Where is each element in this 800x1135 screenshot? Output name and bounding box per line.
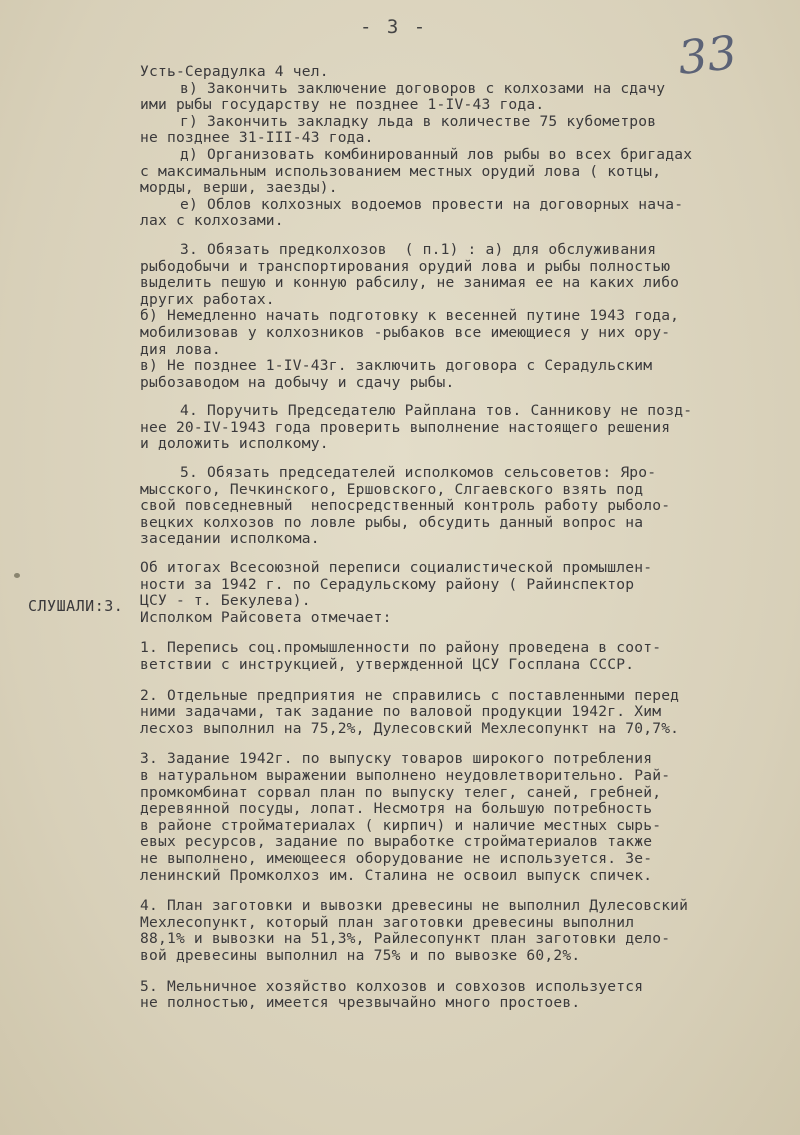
text-line: в натуральном выражении выполнено неудовлетворительно. Рай- [140, 766, 671, 784]
text-line: 5. Обязать председателей исполкомов сельсоветов: Яро- [180, 464, 657, 482]
text-line: в) Не позднее 1-IV-43г. заключить договора с Серадульским [140, 357, 653, 375]
paragraph [140, 898, 800, 964]
text-line: рыбодобычи и транспортирования орудий лова и рыбы полностью [140, 257, 671, 275]
text-line: с максимальным использованием местных орудий лова ( котцы, [140, 162, 662, 180]
handwritten-folio-number: 33 [675, 25, 740, 85]
text-line: других работах. [140, 290, 275, 308]
text-line: морды, верши, заезды). [140, 179, 338, 197]
text-line: промкомбинат сорвал план по выпуску телег, саней, гребней, [140, 783, 662, 801]
text-line: ими рыбы государству не позднее 1-IV-43 года. [140, 96, 545, 114]
text-line: г) Закончить закладку льда в количестве 75 кубометров [180, 112, 657, 130]
text-line: Усть-Серадулка 4 чел. [140, 63, 329, 80]
text-line: д) Организовать комбинированный лов рыбы во всех бригадах [180, 145, 693, 163]
text-line: ветствии с инструкцией, утвержденной ЦСУ Госплана СССР. [140, 656, 635, 673]
text-line: Об итогах Всесоюзной переписи социалистической промышлен- [140, 559, 653, 577]
text-line: не позднее 31-III-43 года. [140, 129, 374, 147]
text-line: заседании исполкома. [140, 530, 320, 548]
text-line: 5. Мельничное хозяйство колхозов и совхозов используется [140, 977, 644, 995]
text-line: 1. Перепись соц.промышленности по району проведена в соот- [140, 639, 662, 657]
text-line: дия лова. [140, 340, 221, 358]
paragraph [140, 640, 800, 673]
text-line: 88,1% и вывозки на 51,3%, Райлесопункт план заготовки дело- [140, 930, 671, 948]
paragraph [140, 751, 800, 884]
text-line: ними задачами, так задание по валовой продукции 1942г. Хим [140, 703, 662, 721]
text-line: ЦСУ - т. Бекулева). [140, 592, 311, 610]
text-line: свой повседневный непосредственный контроль работу рыболо- [140, 497, 671, 515]
text-line: вой древесины выполнил на 75% и по вывозке 60,2%. [140, 946, 581, 964]
text-line: 3. Обязать предколхозов ( п.1) : а) для обслуживания [180, 240, 657, 258]
text-line: б) Немедленно начать подготовку к весенней путине 1943 года, [140, 307, 680, 325]
text-line: евых ресурсов, задание по выработке стройматериалов также [140, 833, 653, 851]
text-line: в) Закончить заключение договоров с колхозами на сдачу [180, 79, 666, 97]
text-line: ленинский Промколхоз им. Сталина не освоил выпуск спичек. [140, 866, 653, 884]
text-line: мысского, Печкинского, Ершовского, Слгаевского взять под [140, 480, 644, 498]
text-line: выделить пешую и конную рабсилу, не занимая ее на каких либо [140, 274, 680, 292]
text-line: мобилизовав у колхозников -рыбаков все имеющиеся у них ору- [140, 323, 671, 341]
text-line: лесхоз выполнил на 75,2%, Дулесовский Мехлесопункт на 70,7%. [140, 719, 680, 737]
paragraph [140, 465, 800, 548]
text-line: в районе стройматериалах ( кирпич) и наличие местных сырь- [140, 816, 662, 834]
paragraph [140, 242, 800, 391]
resolution-points [140, 64, 800, 548]
text-line: 3. Задание 1942г. по выпуску товаров широкого потребления [140, 750, 653, 768]
text-line: не полностью, имеется чрезвычайно много простоев. [140, 994, 581, 1012]
punch-mark [14, 573, 20, 578]
paragraph [140, 560, 800, 626]
text-line: Мехлесопункт, который план заготовки древесины выполнил [140, 913, 635, 931]
text-line: деревянной посуды, лопат. Несмотря на большую потребность [140, 800, 653, 818]
text-line: лах с колхозами. [140, 212, 284, 230]
text-line: е) Облов колхозных водоемов провести на договорных нача- [180, 195, 684, 213]
paragraph [140, 688, 800, 738]
text-line: Исполком Райсовета отмечает: [140, 608, 392, 626]
text-line: вецких колхозов по ловле рыбы, обсудить данный вопрос на [140, 513, 644, 531]
text-line: рыбозаводом на добычу и сдачу рыбы. [140, 373, 455, 391]
text-line: ности за 1942 г. по Серадульскому району ( Райинспектор [140, 575, 635, 593]
text-line: 4. План заготовки и вывозки древесины не выполнил Дулесовский [140, 897, 689, 915]
paragraph [140, 64, 800, 230]
document-body [140, 64, 800, 1026]
census-report [140, 560, 800, 1012]
page-number: - 3 - [360, 16, 428, 38]
text-line: нее 20-IV-1943 года проверить выполнение настоящего решения [140, 418, 671, 436]
paragraph [140, 403, 800, 453]
text-line: 4. Поручить Председателю Райплана тов. Санникову не позд- [180, 402, 693, 420]
hear-label: СЛУШАЛИ:3. [28, 597, 124, 615]
text-line: и доложить исполкому. [140, 435, 329, 453]
text-line: 2. Отдельные предприятия не справились с поставленными перед [140, 686, 680, 704]
text-line: не выполнено, имеющееся оборудование не используется. Зе- [140, 849, 653, 867]
paragraph [140, 979, 800, 1012]
